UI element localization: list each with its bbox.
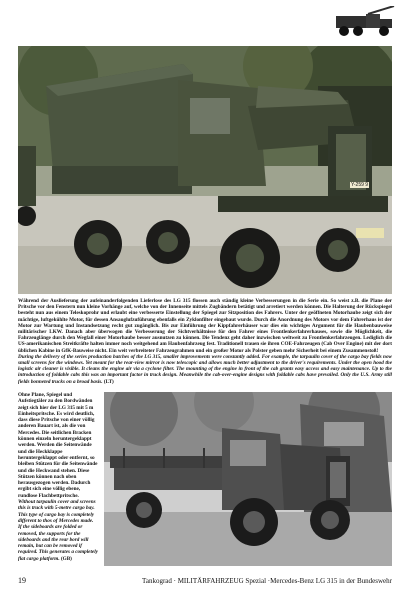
main-caption-credit: (LT) — [103, 378, 114, 385]
license-plate: Y-259 9 — [351, 182, 369, 188]
main-caption — [18, 298, 392, 385]
main-caption-english: During the delivery of the series production batches of the LG 315, smaller improvements were constantly added. For example, the tarpaulin cover of the cargo bay fields now small screens for the windows. Yet meant for the rear-view mirror is now telescopic and allows much better adjustment to the driver's requirements. Under the open hood the logistic air cleaner is visible. It cleans the engine air via a cyclone filter. The mounting of the engine in front of the cab grants easy access and easy maintenance. Up to the introduction of foldable cabs this was an important factor in truck design. Meanwhile the cab-over-engine designs with foldable cabs have prevailed. Only the U.S. Army still fields bonneted trucks on a broad basis. (LT) — [18, 353, 392, 385]
side-caption-english: Without tarpaulin cover and screens this is truck with 5-metre cargo bay. This type of cargo bay is completely different to thos of Mercedes made. If the sideboards are folded or removed, the supports for the sideboards and the rear bord will remain, but can be removed if required. This generates a completely flat cargo platform. (GB) — [18, 499, 98, 562]
main-caption-german: Während der Auslieferung der aufeinanderfolgenden Lieferlose des LG 315 flossen auch ständig kleine Verbesserungen in die Serie ein. So weist z.B. die Plane der Pritsche vor den Fenstern nun kleine Vorhänge auf, welche von der Innenseite mittels Zugbändern betätigt und arretiert werden können. Die Halterung der Rückspiegel besteht nun aus einem Teleskoprohr und erlaubt eine verbesserte Einstellung der Spiegel zur Sitzposition des Fahrers. Unter der geöffneten Motorhaube zeigt sich der mächtige, luftgekühlte Motor, für dessen Ansauglufzuführung ebenfalls ein Zyklonfilter eingebaut wurde. Durch die Anordnung des Motors vor dem Fahrerhaus ist der Motor zur Wartung und Instandsetzung recht gut zugänglich. Bis zur Einführung der Kippfahrerhäuser war dies ein wichtiges Argument für die Haubenbauweise militärischer LKW. Danach aber überwogen die Verbesserung der Sichtverhältnisse für den Fahrer eines Frontlenkerfahrerhauses, sowie die Möglichkeit, die Fahrzeuglänge durch den Wegfall einer Motorhaube besser ausnutzen zu können. Die Tendenz geht daher inzwischen weltweit zu Frontlenkerfahrzeugen. Lediglich die US-amerikanischen Streitkräfte halten immer noch weitgehend am Haubenfahrzeug fest. Traditionell trauen sie ihren COE-Fahrzeugen (Cab Over Engine) mit der dort üblichen Kabine in GfK-Bauweise nicht. Ein weit verbreiteter Fahrzeugrahmen und ein großer Motor als Polster geben mehr Sicherheit bei einem Zusammenstoß! — [18, 298, 392, 354]
main-photo-lg315-truck — [18, 46, 392, 294]
side-caption — [18, 392, 98, 562]
page-footer — [18, 576, 392, 585]
footer-title: Tankograd · MILITÄRFAHRZEUG Spezial ·Mercedes-Benz LG 315 in der Bundeswehr — [142, 576, 392, 585]
second-photo-flatbed-truck — [104, 392, 392, 566]
page-number: 19 — [18, 576, 26, 585]
side-caption-credit: (GB) — [60, 555, 72, 562]
side-caption-german: Ohne Plane, Spiegel und Aufstiegtäler zu den Bordwänden zeigt sich hier der LG 315 mit 5 m Einheitspritsche. Es wird deutlich, dass diese Pritsche von einer völlig anderen Bauart ist, als die von Mercedes. Die seitlichen Bracken können einzeln heruntergeklappt werden. Werden die Seitenwände und die Heckklappe heruntergeklappt oder entfernt, so bleiben Stützen für die Seitenwände und die Heckwand stehen. Diese Stützen können nach oben herausgezogen werden. Dadurch ergibt sich eine völlig ebene, rundlose Flachbettpritsche. — [18, 392, 98, 499]
truck-logo-icon — [334, 6, 398, 38]
